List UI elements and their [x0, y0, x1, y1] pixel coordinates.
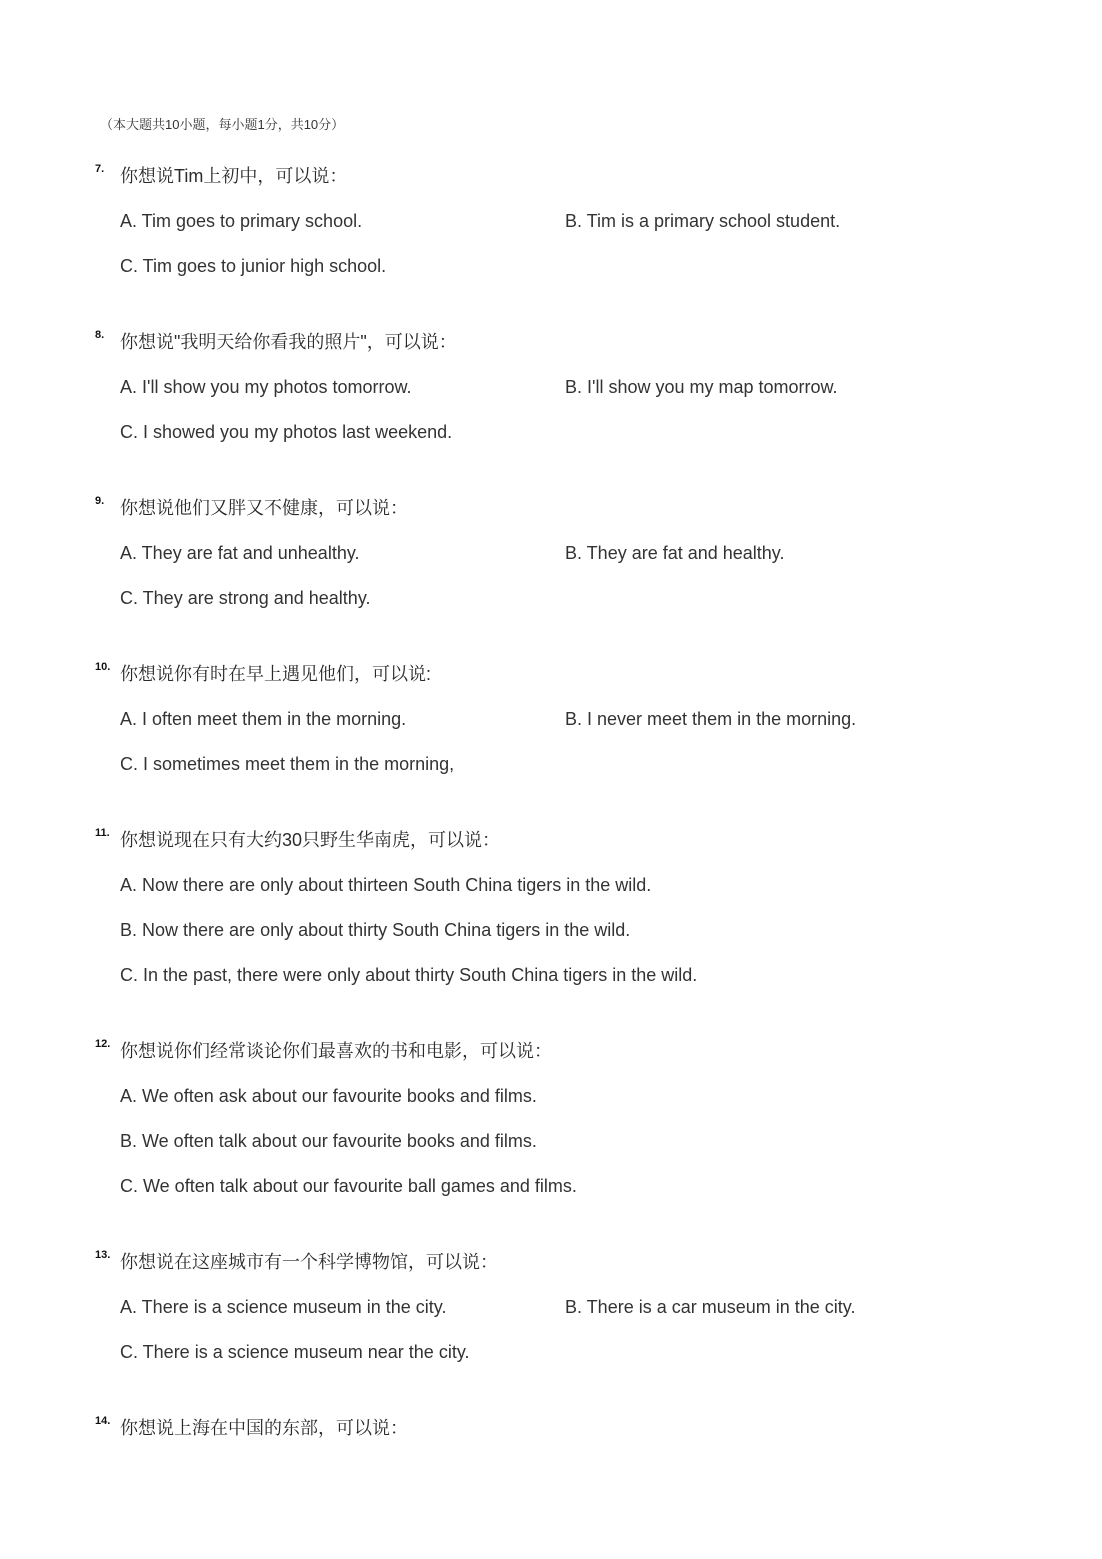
question-prompt: 你想说现在只有大约30只野生华南虎，可以说：	[120, 830, 501, 850]
question-line	[0, 652, 1102, 697]
option-c: C. They are strong and healthy.	[120, 588, 371, 608]
option-b: B. Tim is a primary school student.	[565, 211, 841, 231]
option-row	[0, 1330, 1102, 1375]
option-c: C. In the past, there were only about thirty South China tigers in the wild.	[120, 965, 698, 985]
option-row	[0, 576, 1102, 621]
option-b: B. They are fat and healthy.	[565, 543, 785, 563]
option-b: B. We often talk about our favourite books and films.	[120, 1131, 537, 1151]
option-a: A. I often meet them in the morning.	[120, 709, 407, 729]
section-note: （本大题共10小题，每小题1分，共10分）	[100, 117, 345, 132]
option-b: B. I never meet them in the morning.	[565, 709, 857, 729]
question-number: 10.	[95, 661, 111, 673]
question-prompt: 你想说你有时在早上遇见他们，可以说:	[120, 664, 431, 684]
question-7	[0, 154, 1102, 289]
question-number: 13.	[95, 1249, 111, 1261]
question-12	[0, 1029, 1102, 1209]
option-b: B. Now there are only about thirty South China tigers in the wild.	[120, 920, 631, 940]
option-row	[0, 863, 1102, 908]
question-number: 11.	[95, 827, 110, 839]
question-line	[0, 154, 1102, 199]
question-14	[0, 1406, 1102, 1451]
option-a: A. We often ask about our favourite books and films.	[120, 1086, 537, 1106]
question-number: 12.	[95, 1038, 111, 1050]
question-number: 14.	[95, 1415, 111, 1427]
option-a: A. There is a science museum in the city.	[120, 1297, 447, 1317]
question-13	[0, 1240, 1102, 1375]
option-row	[0, 1164, 1102, 1209]
option-row	[0, 244, 1102, 289]
option-b: B. There is a car museum in the city.	[565, 1297, 856, 1317]
option-row	[0, 1119, 1102, 1164]
option-a: A. Now there are only about thirteen South China tigers in the wild.	[120, 875, 652, 895]
option-row	[0, 1285, 1102, 1330]
question-number: 7.	[95, 163, 105, 175]
option-c: C. I sometimes meet them in the morning,	[120, 754, 455, 774]
question-prompt: 你想说他们又胖又不健康，可以说：	[120, 498, 408, 518]
option-c: C. Tim goes to junior high school.	[120, 256, 387, 276]
question-line	[0, 320, 1102, 365]
option-a: A. They are fat and unhealthy.	[120, 543, 360, 563]
option-row	[0, 199, 1102, 244]
option-row	[0, 908, 1102, 953]
question-11	[0, 818, 1102, 998]
question-prompt: 你想说"我明天给你看我的照片"，可以说：	[120, 332, 457, 352]
option-row	[0, 697, 1102, 742]
option-row	[0, 531, 1102, 576]
option-c: C. There is a science museum near the city.	[120, 1342, 470, 1362]
option-a: A. I'll show you my photos tomorrow.	[120, 377, 412, 397]
question-line	[0, 1240, 1102, 1285]
question-line	[0, 1406, 1102, 1451]
option-row	[0, 365, 1102, 410]
option-c: C. We often talk about our favourite ball games and films.	[120, 1176, 577, 1196]
question-line	[0, 818, 1102, 863]
question-number: 8.	[95, 329, 105, 341]
question-8	[0, 320, 1102, 455]
option-row	[0, 1074, 1102, 1119]
question-list	[0, 154, 1102, 1482]
question-prompt: 你想说在这座城市有一个科学博物馆，可以说：	[120, 1252, 498, 1272]
question-10	[0, 652, 1102, 787]
option-b: B. I'll show you my map tomorrow.	[565, 377, 838, 397]
question-prompt: 你想说上海在中国的东部，可以说：	[120, 1418, 408, 1438]
question-line	[0, 1029, 1102, 1074]
option-c: C. I showed you my photos last weekend.	[120, 422, 453, 442]
option-row	[0, 742, 1102, 787]
question-prompt: 你想说你们经常谈论你们最喜欢的书和电影，可以说：	[120, 1041, 552, 1061]
question-number: 9.	[95, 495, 105, 507]
option-row	[0, 410, 1102, 455]
question-9	[0, 486, 1102, 621]
option-row	[0, 953, 1102, 998]
question-line	[0, 486, 1102, 531]
option-a: A. Tim goes to primary school.	[120, 211, 363, 231]
question-prompt: 你想说Tim上初中，可以说：	[120, 166, 348, 186]
